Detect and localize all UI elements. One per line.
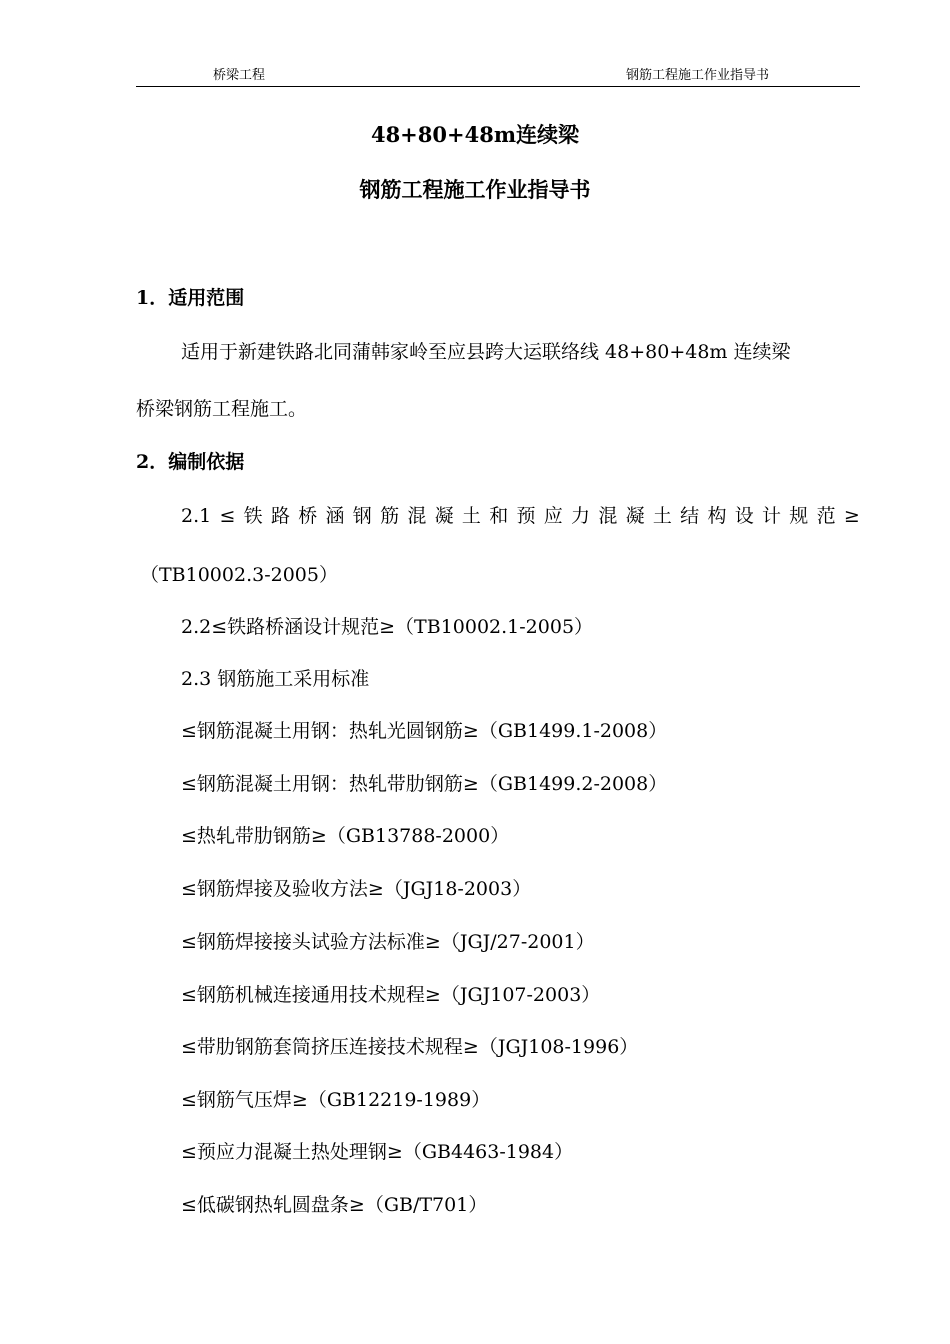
document-title-line-1: 48+80+48m连续梁 [370,122,580,147]
header-divider [136,86,860,87]
justified-glyph: 规 [789,505,809,527]
justified-glyph: 预 [516,505,536,527]
standard-item: ≤钢筋气压焊≥（GB12219-1989） [181,1089,491,1111]
justified-glyph: 范 [816,505,836,527]
header-right-text: 钢筋工程施工作业指导书 [626,68,770,83]
justified-glyph: 铁 [243,505,263,527]
justified-glyph: 应 [543,505,563,527]
item-2-1-line-1 [181,503,860,529]
justified-glyph: 和 [489,505,509,527]
justified-glyph: 设 [734,505,754,527]
justified-glyph: ≤ [219,505,236,527]
document-title-line-2: 钢筋工程施工作业指导书 [359,177,591,202]
justified-glyph: 凝 [625,505,645,527]
justified-glyph: 筋 [380,505,400,527]
justified-glyph: 土 [652,505,672,527]
standard-item: ≤钢筋混凝土用钢：热轧带肋钢筋≥（GB1499.2-2008） [181,773,668,795]
justified-glyph: 力 [571,505,591,527]
header-left-text: 桥梁工程 [213,68,266,83]
standard-item: ≤带肋钢筋套筒挤压连接技术规程≥（JGJ108-1996） [181,1036,639,1058]
justified-glyph: 结 [680,505,700,527]
standard-item: ≤热轧带肋钢筋≥（GB13788-2000） [181,825,510,847]
justified-glyph: 涵 [325,505,345,527]
justified-glyph: 钢 [352,505,372,527]
standard-item: ≤预应力混凝土热处理钢≥（GB4463-1984） [181,1141,574,1163]
justified-glyph: 路 [270,505,290,527]
justified-glyph: 构 [707,505,727,527]
section-2-heading: 2．编制依据 [136,451,245,473]
justified-glyph: 2.1 [181,505,212,527]
standard-item: ≤钢筋焊接及验收方法≥（JGJ18-2003） [181,878,532,900]
section-1-heading: 1．适用范围 [136,287,245,309]
justified-glyph: ≥ [843,505,860,527]
item-2-3: 2.3 钢筋施工采用标准 [181,668,370,690]
justified-glyph: 土 [461,505,481,527]
item-2-2: 2.2≤铁路桥涵设计规范≥（TB10002.1-2005） [181,616,594,638]
item-2-1-line-2: （TB10002.3-2005） [140,564,338,586]
justified-glyph: 混 [598,505,618,527]
standard-item: ≤钢筋机械连接通用技术规程≥（JGJ107-2003） [181,984,601,1006]
section-1-paragraph-line-2: 桥梁钢筋工程施工。 [136,398,308,420]
standard-item: ≤钢筋混凝土用钢：热轧光圆钢筋≥（GB1499.1-2008） [181,720,668,742]
justified-glyph: 桥 [298,505,318,527]
justified-glyph: 混 [407,505,427,527]
justified-glyph: 凝 [434,505,454,527]
standard-item: ≤钢筋焊接接头试验方法标准≥（JGJ/27-2001） [181,931,595,953]
section-1-paragraph-line-1: 适用于新建铁路北同蒲韩家岭至应县跨大运联络线 48+80+48m 连续梁 [181,341,791,363]
justified-glyph: 计 [762,505,782,527]
standard-item: ≤低碳钢热轧圆盘条≥（GB/T701） [181,1194,488,1216]
